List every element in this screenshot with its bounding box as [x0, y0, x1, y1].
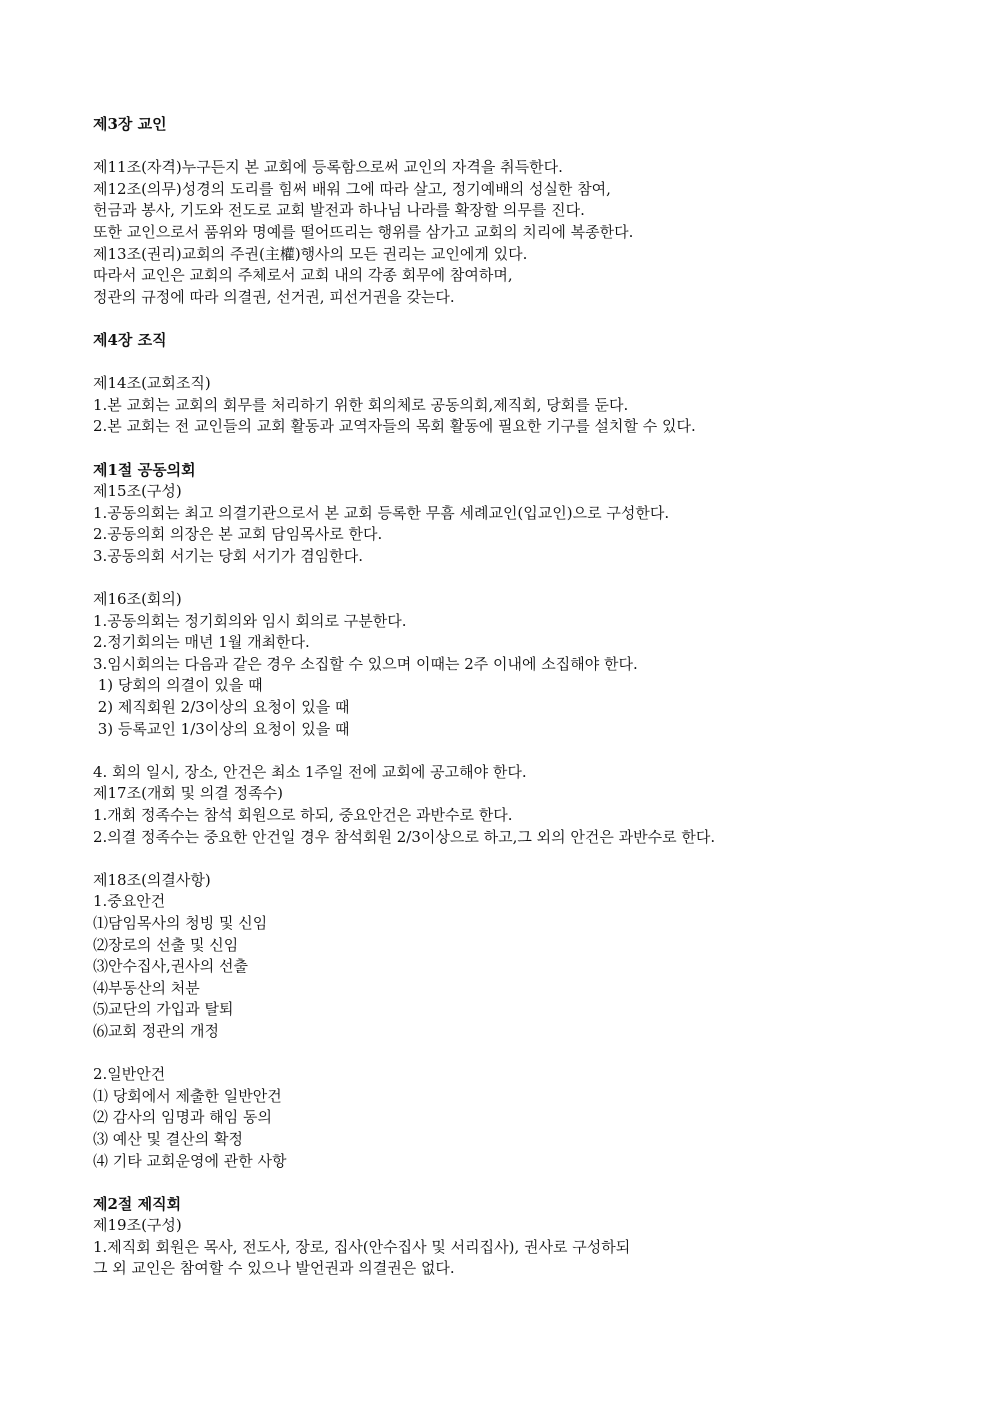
- text-line: 4. 회의 일시, 장소, 안건은 최소 1주일 전에 교회에 공고해야 한다.: [93, 762, 527, 781]
- section-heading: 제2절 제직회: [93, 1194, 182, 1213]
- text-line: 정관의 규정에 따라 의결권, 선거권, 피선거권을 갖는다.: [93, 287, 455, 306]
- text-line: 헌금과 봉사, 기도와 전도로 교회 발전과 하나님 나라를 확장할 의무를 진다.: [93, 201, 585, 220]
- text-line: 그 외 교인은 참여할 수 있으나 발언권과 의결권은 없다.: [93, 1259, 455, 1278]
- text-line: 3.공동의회 서기는 당회 서기가 겸임한다.: [93, 546, 363, 565]
- text-line: ⑵장로의 선출 및 신임: [93, 935, 239, 954]
- section-heading: 제3장 교인: [93, 115, 167, 133]
- blank-line: [93, 1172, 953, 1194]
- blank-line: [93, 136, 953, 158]
- text-line: 제17조(개회 및 의결 정족수): [93, 784, 283, 803]
- text-line: 제19조(구성): [93, 1216, 182, 1235]
- blank-line: [93, 438, 953, 460]
- text-line: 제11조(자격)누구든지 본 교회에 등록함으로써 교인의 자격을 취득한다.: [93, 158, 563, 177]
- text-line: 2.정기회의는 매년 1월 개최한다.: [93, 633, 310, 652]
- text-line: ⑸교단의 가입과 탈퇴: [93, 1000, 234, 1019]
- text-line: ⑹교회 정관의 개정: [93, 1021, 219, 1040]
- text-line: ⑷부동산의 처분: [93, 978, 200, 997]
- text-line: 제16조(회의): [93, 590, 182, 609]
- blank-line: [93, 848, 953, 870]
- blank-line: [93, 567, 953, 589]
- text-line: 2.본 교회는 전 교인들의 교회 활동과 교역자들의 목회 활동에 필요한 기구를 설치할 수 있다.: [93, 417, 696, 436]
- blank-line: [93, 740, 953, 762]
- text-line: ⑶ 예산 및 결산의 확정: [93, 1129, 243, 1148]
- text-line: 2.일반안건: [93, 1065, 166, 1084]
- text-line: 1.본 교회는 교회의 회무를 처리하기 위한 회의체로 공동의회,제직회, 당회를 둔다.: [93, 395, 629, 414]
- blank-line: [93, 1043, 953, 1065]
- text-line: 1.공동의회는 정기회의와 임시 회의로 구분한다.: [93, 611, 407, 630]
- text-line: ⑴담임목사의 청빙 및 신임: [93, 913, 268, 932]
- blank-line: [93, 352, 953, 374]
- document-page: [93, 114, 953, 1280]
- text-line: 1.공동의회는 최고 의결기관으로서 본 교회 등록한 무흠 세례교인(입교인)으로 구성한다.: [93, 503, 670, 522]
- section-heading: 제1절 공동의회: [93, 460, 196, 479]
- text-line: 3.임시회의는 다음과 같은 경우 소집할 수 있으며 이때는 2주 이내에 소집해야 한다.: [93, 654, 638, 673]
- text-line: 1.중요안건: [93, 892, 166, 911]
- text-line: 1.개회 정족수는 참석 회원으로 하되, 중요안건은 과반수로 한다.: [93, 806, 513, 824]
- blank-line: [93, 308, 953, 330]
- text-line: 1.제직회 회원은 목사, 전도사, 장로, 집사(안수집사 및 서리집사), 권사로 구성하되: [93, 1237, 631, 1256]
- text-line: ⑷ 기타 교회운영에 관한 사항: [93, 1151, 287, 1170]
- text-line: 2) 제직회원 2/3이상의 요청이 있을 때: [93, 698, 350, 717]
- text-line: 제12조(의무)성경의 도리를 힘써 배워 그에 따라 살고, 정기예배의 성실한 참여,: [93, 179, 611, 198]
- text-line: ⑶안수집사,권사의 선출: [93, 957, 248, 976]
- text-line: 1) 당회의 의결이 있을 때: [93, 676, 263, 695]
- text-line: 3) 등록교인 1/3이상의 요청이 있을 때: [93, 719, 350, 738]
- text-line: ⑵ 감사의 임명과 해임 동의: [93, 1108, 272, 1127]
- text-line: 제13조(권리)교회의 주권(主權)행사의 모든 권리는 교인에게 있다.: [93, 244, 528, 263]
- text-line: 2.의결 정족수는 중요한 안건일 경우 참석회원 2/3이상으로 하고,그 외의 안건은 과반수로 한다.: [93, 827, 716, 846]
- text-line: 또한 교인으로서 품위와 명예를 떨어뜨리는 행위를 삼가고 교회의 치리에 복종한다.: [93, 222, 634, 241]
- text-line: 제15조(구성): [93, 482, 182, 501]
- text-line: ⑴ 당회에서 제출한 일반안건: [93, 1086, 282, 1105]
- text-line: 제14조(교회조직): [93, 374, 211, 393]
- text-line: 2.공동의회 의장은 본 교회 담임목사로 한다.: [93, 525, 383, 544]
- text-line: 따라서 교인은 교회의 주체로서 교회 내의 각종 회무에 참여하며,: [93, 266, 513, 285]
- text-line: 제18조(의결사항): [93, 870, 211, 889]
- section-heading: 제4장 조직: [93, 330, 167, 349]
